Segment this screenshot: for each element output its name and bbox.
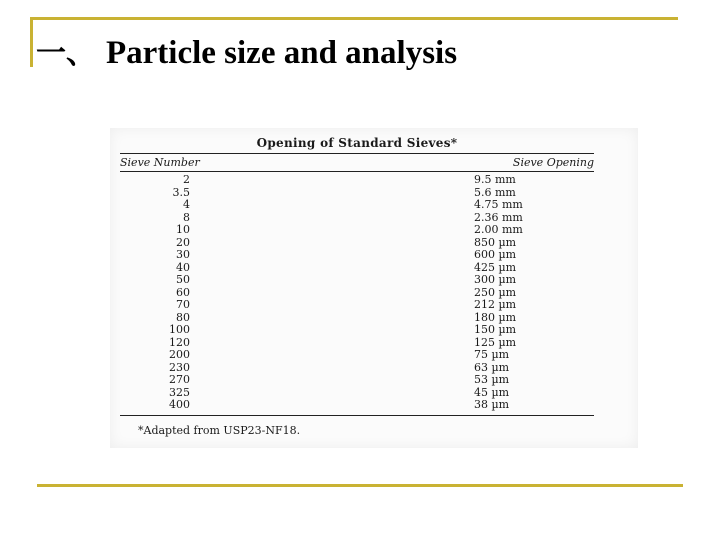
table-row	[120, 362, 594, 375]
table-footnote: *Adapted from USP23-NF18.	[138, 424, 301, 437]
sieve-opening-cell: 600 µm	[474, 248, 517, 261]
sieve-opening-cell: 850 µm	[474, 235, 517, 249]
sieve-number-cell: 40	[176, 260, 190, 274]
table-row	[120, 199, 594, 212]
table-row	[120, 324, 594, 337]
column-header-sieve-opening: Sieve Opening	[512, 156, 594, 169]
table-row	[120, 337, 594, 350]
table-row	[120, 274, 594, 287]
sieve-table	[120, 136, 594, 416]
table-title: Opening of Standard Sieves*	[120, 136, 594, 154]
table-header-row	[120, 154, 594, 172]
sieve-opening-cell: 125 µm	[474, 335, 517, 349]
sieve-opening-cell: 45 µm	[474, 385, 510, 399]
sieve-number-cell: 10	[176, 223, 190, 236]
title-prefix: 一、	[36, 36, 96, 71]
sieve-number-cell: 270	[169, 373, 190, 386]
sieve-table-image	[110, 128, 638, 448]
sieve-number-cell: 200	[169, 348, 190, 361]
sieve-number-cell: 100	[169, 323, 190, 336]
table-row	[120, 262, 594, 275]
sieve-opening-cell: 53 µm	[474, 373, 510, 386]
sieve-opening-cell: 425 µm	[474, 260, 517, 274]
table-row	[120, 387, 594, 400]
sieve-number-cell: 400	[169, 398, 190, 411]
table-bottom-rule	[120, 415, 594, 416]
sieve-opening-cell: 180 µm	[474, 310, 517, 324]
slide-title	[36, 28, 457, 72]
sieve-number-cell: 230	[169, 360, 190, 374]
slide-frame-top-rule	[30, 17, 678, 20]
table-row	[120, 299, 594, 312]
table-row	[120, 374, 594, 387]
sieve-number-cell: 30	[176, 248, 190, 261]
sieve-opening-cell: 250 µm	[474, 285, 517, 299]
table-row	[120, 312, 594, 325]
sieve-opening-cell: 300 µm	[474, 273, 517, 286]
sieve-number-cell: 8	[183, 210, 190, 224]
sieve-number-cell: 80	[176, 310, 190, 324]
title-text: Particle size and analysis	[106, 35, 458, 71]
slide-frame-left-rule	[30, 17, 33, 67]
sieve-number-cell: 50	[176, 273, 190, 286]
table-row	[120, 287, 594, 300]
sieve-number-cell: 120	[169, 335, 190, 349]
table-row	[120, 349, 594, 362]
column-header-sieve-number: Sieve Number	[120, 156, 200, 169]
table-body	[120, 172, 594, 412]
sieve-opening-cell: 38 µm	[474, 398, 510, 411]
sieve-opening-cell: 4.75 mm	[474, 198, 523, 211]
sieve-opening-cell: 5.6 mm	[474, 185, 516, 199]
table-row	[120, 399, 594, 412]
table-row	[120, 249, 594, 262]
sieve-opening-cell: 2.00 mm	[474, 223, 523, 236]
sieve-number-cell: 2	[183, 173, 190, 186]
sieve-number-cell: 3.5	[172, 185, 190, 199]
table-row	[120, 174, 594, 187]
sieve-number-cell: 70	[176, 298, 190, 311]
sieve-opening-cell: 63 µm	[474, 360, 510, 374]
sieve-opening-cell: 75 µm	[474, 348, 510, 361]
table-row	[120, 224, 594, 237]
sieve-opening-cell: 150 µm	[474, 323, 517, 336]
slide-frame-bottom-rule	[37, 484, 683, 487]
sieve-number-cell: 60	[176, 285, 190, 299]
table-row	[120, 237, 594, 250]
sieve-number-cell: 20	[176, 235, 190, 249]
sieve-opening-cell: 9.5 mm	[474, 173, 516, 186]
sieve-opening-cell: 212 µm	[474, 298, 517, 311]
sieve-number-cell: 4	[183, 198, 190, 211]
sieve-opening-cell: 2.36 mm	[474, 210, 523, 224]
sieve-number-cell: 325	[169, 385, 190, 399]
